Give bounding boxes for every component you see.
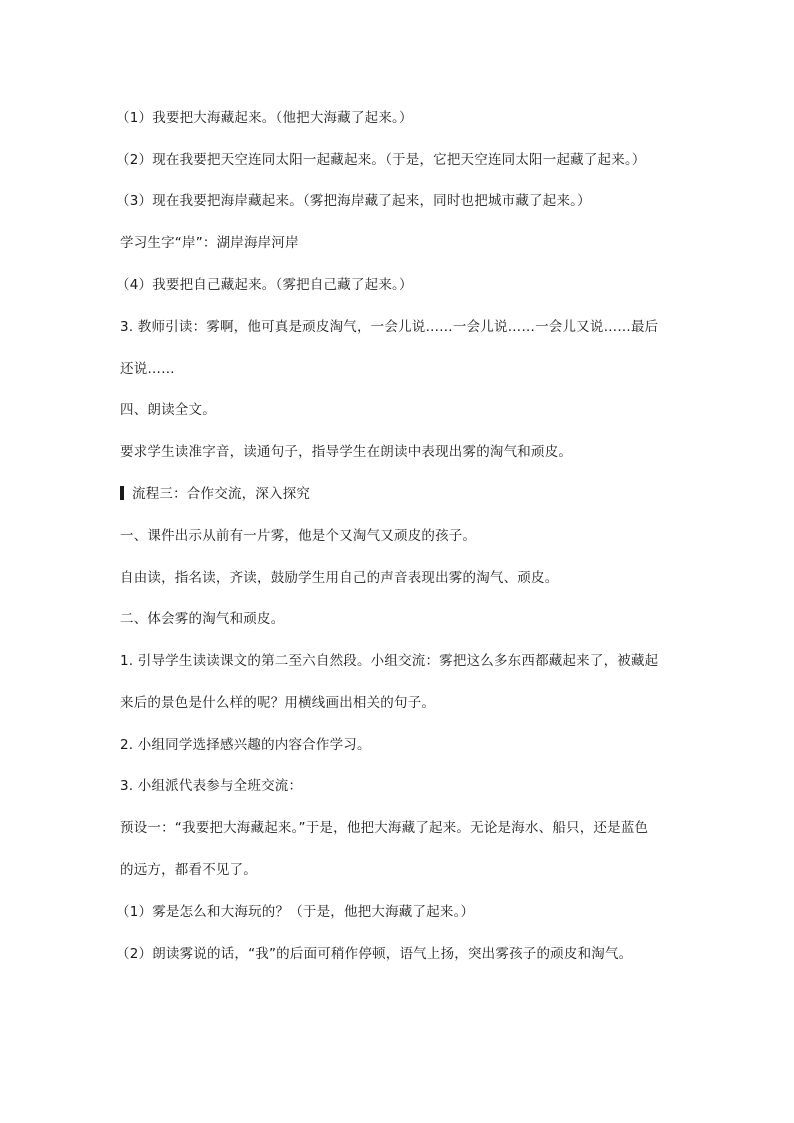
text-line: （2）现在我要把天空连同太阳一起藏起来。（于是，它把天空连同太阳一起藏了起来。） [116, 152, 646, 168]
text-line: 1. 引导学生读读课文的第二至六自然段。小组交流：雾把这么多东西都藏起来了，被藏起 [120, 653, 659, 669]
text-line: 自由读，指名读，齐读，鼓励学生用自己的声音表现出雾的淘气、顽皮。 [120, 570, 559, 586]
flow-heading-text: 流程三：合作交流，深入探究 [132, 486, 311, 502]
text-line: （1）我要把大海藏起来。（他把大海藏了起来。） [116, 110, 413, 126]
text-line: （4）我要把自己藏起来。（雾把自己藏了起来。） [116, 277, 413, 293]
text-line: 还说…… [120, 361, 175, 377]
section-heading: 四、朗读全文。 [120, 402, 216, 418]
text-line: 要求学生读准字音，读通句子，指导学生在朗读中表现出雾的淘气和顽皮。 [120, 444, 573, 460]
text-line: （3）现在我要把海岸藏起来。（雾把海岸藏了起来，同时也把城市藏了起来。） [116, 193, 591, 209]
text-line: 的远方，都看不见了。 [120, 862, 257, 878]
section-heading: 一、课件出示从前有一片雾，他是个又淘气又顽皮的孩子。 [120, 528, 477, 544]
text-line: 2. 小组同学选择感兴趣的内容合作学习。 [120, 737, 371, 753]
text-line: （1）雾是怎么和大海玩的？（于是，他把大海藏了起来。） [116, 904, 475, 920]
text-line: 学习生字“岸”：湖岸海岸河岸 [120, 235, 299, 251]
text-line: 来后的景色是什么样的呢？用横线画出相关的句子。 [120, 695, 436, 711]
text-line: 3. 小组派代表参与全班交流： [120, 778, 303, 794]
text-line: 3. 教师引读：雾啊，他可真是顽皮淘气，一会儿说……一会儿说……一会儿又说……最后 [120, 319, 659, 335]
heading-bar-icon [120, 486, 124, 500]
section-heading: 二、体会雾的淘气和顽皮。 [120, 611, 285, 627]
flow-heading [120, 484, 680, 504]
text-line: （2）朗读雾说的话，“我”的后面可稍作停顿，语气上扬，突出雾孩子的顽皮和淘气。 [116, 946, 633, 962]
text-line: 预设一：“我要把大海藏起来。”于是，他把大海藏了起来。无论是海水、船只，还是蓝色 [120, 820, 649, 836]
